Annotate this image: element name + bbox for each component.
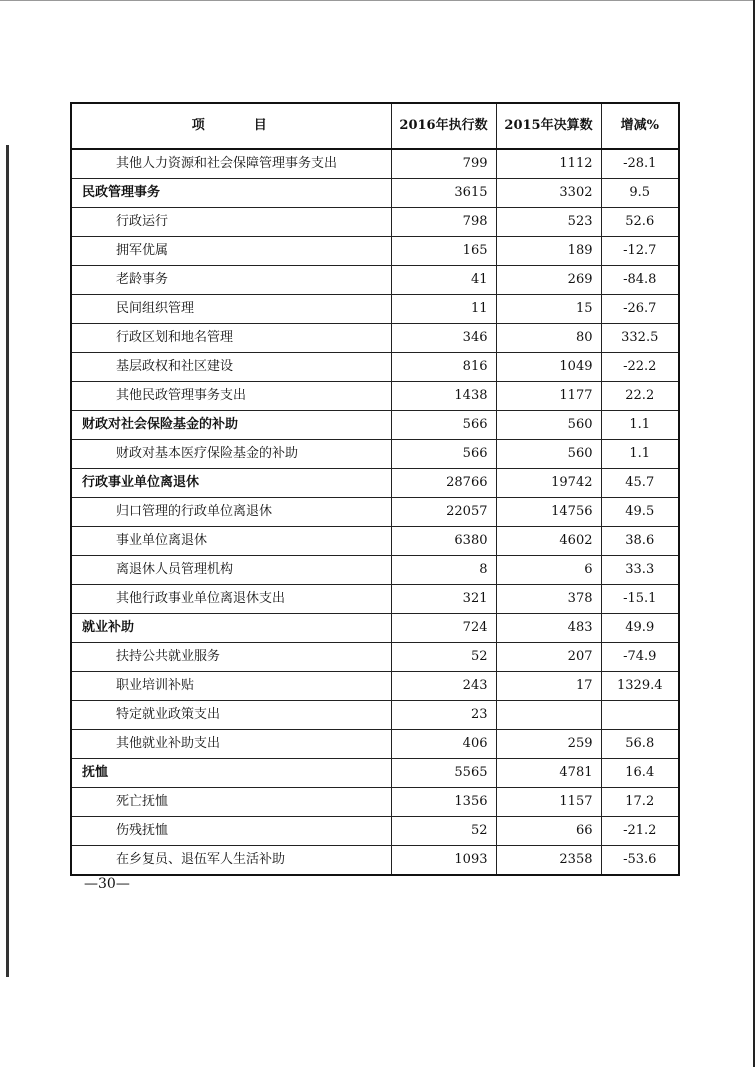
row-value-2015: 1112 (496, 149, 601, 179)
row-item-name: 财政对基本医疗保险基金的补助 (71, 440, 391, 469)
table-row (71, 614, 679, 643)
row-change-percent: 52.6 (601, 208, 679, 237)
row-value-2016: 165 (391, 237, 496, 266)
row-item-name: 扶持公共就业服务 (71, 643, 391, 672)
row-item-name: 离退休人员管理机构 (71, 556, 391, 585)
header-2015: 2015年决算数 (496, 103, 601, 149)
row-change-percent: 9.5 (601, 179, 679, 208)
table-row (71, 846, 679, 876)
row-value-2015: 2358 (496, 846, 601, 876)
row-value-2015: 17 (496, 672, 601, 701)
row-item-name: 其他民政管理事务支出 (71, 382, 391, 411)
row-change-percent: 22.2 (601, 382, 679, 411)
row-value-2015: 1157 (496, 788, 601, 817)
table-row (71, 295, 679, 324)
row-value-2015: 269 (496, 266, 601, 295)
table-row (71, 498, 679, 527)
row-change-percent: 1.1 (601, 411, 679, 440)
row-change-percent: -53.6 (601, 846, 679, 876)
budget-table (70, 102, 680, 876)
row-change-percent: 1.1 (601, 440, 679, 469)
table-row (71, 208, 679, 237)
table-row (71, 730, 679, 759)
row-value-2016: 406 (391, 730, 496, 759)
row-value-2015: 4602 (496, 527, 601, 556)
row-value-2015: 560 (496, 440, 601, 469)
table-row (71, 643, 679, 672)
table-row (71, 556, 679, 585)
row-value-2015: 80 (496, 324, 601, 353)
page-number: —30— (84, 876, 130, 892)
table-header-row (71, 103, 679, 149)
row-change-percent: 17.2 (601, 788, 679, 817)
row-value-2016: 243 (391, 672, 496, 701)
row-change-percent: -15.1 (601, 585, 679, 614)
table-body (71, 149, 679, 875)
row-change-percent: -12.7 (601, 237, 679, 266)
row-value-2015: 523 (496, 208, 601, 237)
row-value-2015: 560 (496, 411, 601, 440)
row-value-2015: 1177 (496, 382, 601, 411)
row-change-percent (601, 701, 679, 730)
row-item-name: 事业单位离退休 (71, 527, 391, 556)
row-value-2015: 378 (496, 585, 601, 614)
row-change-percent: 45.7 (601, 469, 679, 498)
row-change-percent: 33.3 (601, 556, 679, 585)
row-change-percent: 38.6 (601, 527, 679, 556)
row-change-percent: 16.4 (601, 759, 679, 788)
row-value-2015: 19742 (496, 469, 601, 498)
table-row (71, 266, 679, 295)
row-value-2016: 3615 (391, 179, 496, 208)
table-row (71, 469, 679, 498)
row-item-name: 伤残抚恤 (71, 817, 391, 846)
row-value-2015: 4781 (496, 759, 601, 788)
row-value-2016: 321 (391, 585, 496, 614)
row-value-2016: 5565 (391, 759, 496, 788)
row-value-2015: 1049 (496, 353, 601, 382)
row-value-2016: 1093 (391, 846, 496, 876)
table-row (71, 788, 679, 817)
row-value-2015: 6 (496, 556, 601, 585)
row-value-2016: 41 (391, 266, 496, 295)
row-item-name: 民间组织管理 (71, 295, 391, 324)
header-item: 项 目 (71, 103, 391, 149)
table-row (71, 759, 679, 788)
table-row (71, 672, 679, 701)
row-value-2015: 15 (496, 295, 601, 324)
row-item-name: 民政管理事务 (71, 179, 391, 208)
table-row (71, 324, 679, 353)
row-change-percent: 1329.4 (601, 672, 679, 701)
row-value-2015: 259 (496, 730, 601, 759)
row-item-name: 老龄事务 (71, 266, 391, 295)
row-item-name: 基层政权和社区建设 (71, 353, 391, 382)
row-change-percent: -28.1 (601, 149, 679, 179)
row-change-percent: 332.5 (601, 324, 679, 353)
row-value-2016: 1356 (391, 788, 496, 817)
row-change-percent: 49.5 (601, 498, 679, 527)
row-value-2016: 799 (391, 149, 496, 179)
row-item-name: 财政对社会保险基金的补助 (71, 411, 391, 440)
row-value-2016: 23 (391, 701, 496, 730)
table-row (71, 411, 679, 440)
row-value-2016: 52 (391, 643, 496, 672)
table-row (71, 179, 679, 208)
row-item-name: 其他行政事业单位离退休支出 (71, 585, 391, 614)
row-value-2015: 483 (496, 614, 601, 643)
row-value-2015: 14756 (496, 498, 601, 527)
header-change: 增减% (601, 103, 679, 149)
row-item-name: 在乡复员、退伍军人生活补助 (71, 846, 391, 876)
scan-edge-left (6, 145, 9, 977)
header-2016: 2016年执行数 (391, 103, 496, 149)
row-change-percent: -21.2 (601, 817, 679, 846)
row-change-percent: -84.8 (601, 266, 679, 295)
row-value-2015: 3302 (496, 179, 601, 208)
row-item-name: 归口管理的行政单位离退休 (71, 498, 391, 527)
row-value-2015 (496, 701, 601, 730)
row-value-2016: 22057 (391, 498, 496, 527)
row-item-name: 其他就业补助支出 (71, 730, 391, 759)
table-row (71, 149, 679, 179)
row-value-2016: 798 (391, 208, 496, 237)
row-item-name: 职业培训补贴 (71, 672, 391, 701)
table-row (71, 527, 679, 556)
row-change-percent: -74.9 (601, 643, 679, 672)
table-row (71, 585, 679, 614)
row-value-2016: 6380 (391, 527, 496, 556)
row-item-name: 就业补助 (71, 614, 391, 643)
row-change-percent: -26.7 (601, 295, 679, 324)
table-row (71, 817, 679, 846)
row-value-2015: 189 (496, 237, 601, 266)
row-value-2016: 8 (391, 556, 496, 585)
row-value-2016: 566 (391, 440, 496, 469)
row-change-percent: 56.8 (601, 730, 679, 759)
row-value-2016: 566 (391, 411, 496, 440)
row-item-name: 行政运行 (71, 208, 391, 237)
scan-edge-top (0, 0, 755, 1)
row-value-2016: 816 (391, 353, 496, 382)
row-item-name: 抚恤 (71, 759, 391, 788)
table-row (71, 382, 679, 411)
row-value-2016: 11 (391, 295, 496, 324)
row-value-2016: 346 (391, 324, 496, 353)
table-row (71, 353, 679, 382)
row-value-2016: 724 (391, 614, 496, 643)
table-row (71, 237, 679, 266)
row-value-2016: 52 (391, 817, 496, 846)
row-item-name: 其他人力资源和社会保障管理事务支出 (71, 149, 391, 179)
row-value-2016: 1438 (391, 382, 496, 411)
row-value-2015: 66 (496, 817, 601, 846)
row-item-name: 死亡抚恤 (71, 788, 391, 817)
row-item-name: 拥军优属 (71, 237, 391, 266)
table-row (71, 701, 679, 730)
row-item-name: 行政事业单位离退休 (71, 469, 391, 498)
row-change-percent: -22.2 (601, 353, 679, 382)
row-value-2015: 207 (496, 643, 601, 672)
row-item-name: 行政区划和地名管理 (71, 324, 391, 353)
row-change-percent: 49.9 (601, 614, 679, 643)
row-value-2016: 28766 (391, 469, 496, 498)
row-item-name: 特定就业政策支出 (71, 701, 391, 730)
table-row (71, 440, 679, 469)
